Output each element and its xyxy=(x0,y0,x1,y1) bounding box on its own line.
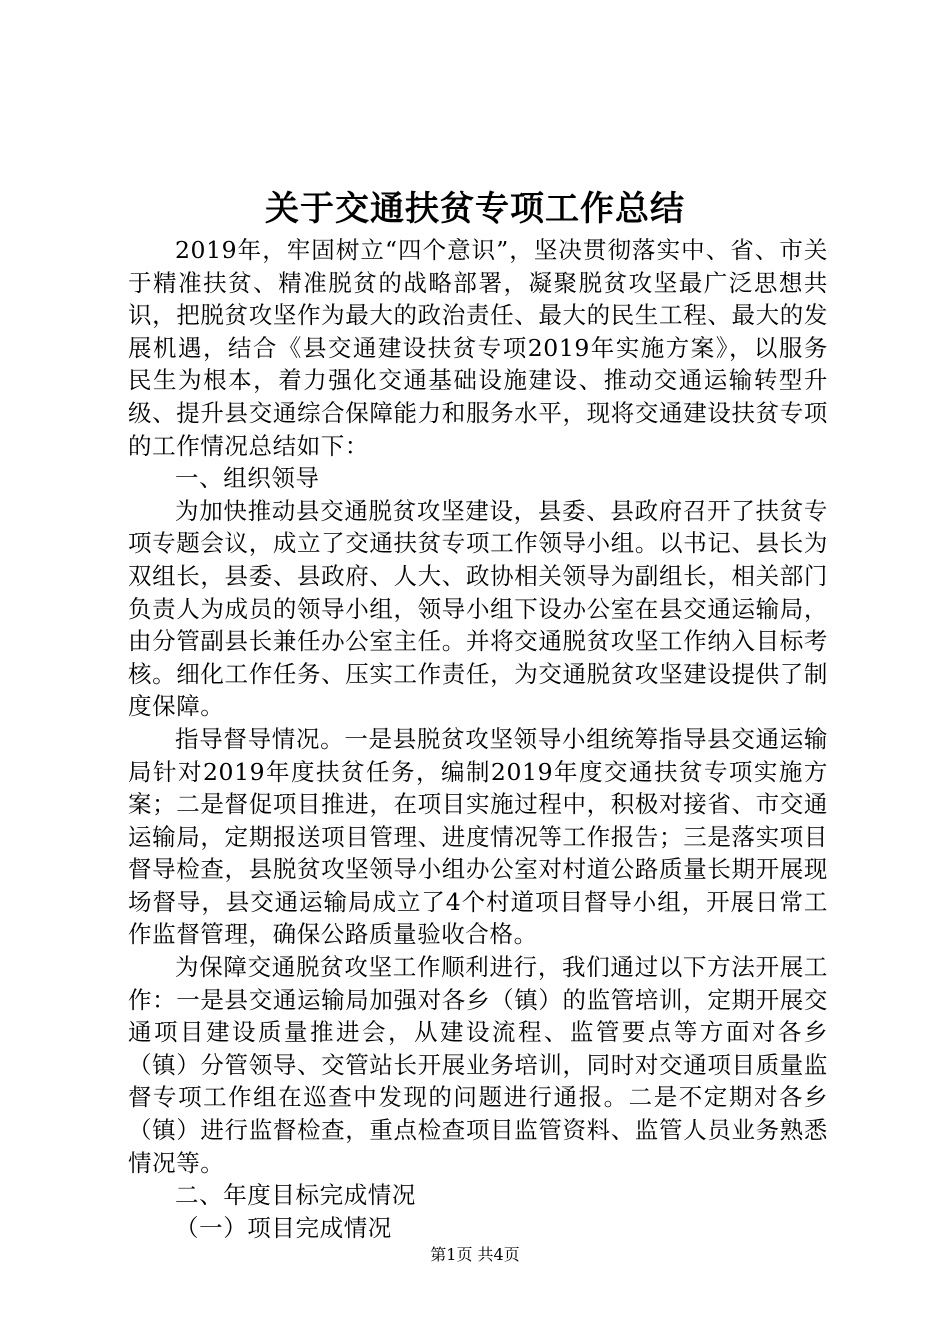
section-heading-annual-goals: 二、年度目标完成情况 xyxy=(175,1181,416,1210)
subsection-heading-project-completion: （一）项目完成情况 xyxy=(175,1213,392,1242)
page-number: 第1页 共4页 xyxy=(430,1245,520,1264)
paragraph-methods: 为保障交通脱贫攻坚工作顺利进行，我们通过以下方法开展工作：一是县交通运输局加强对各乡（镇）的监管培训，定期开展交通项目建设质量推进会，从建设流程、监管要点等方面对各乡（镇）分管领导、交管站长开展业务培训，同时对交通项目质量监督专项工作组在巡查中发现的问题进行通报。二是不定期对各乡（镇）进行监督检查，重点检查项目监管资料、监管人员业务熟悉情况等。 xyxy=(128,953,828,1177)
paragraph-intro: 2019年，牢固树立“四个意识”，坚决贯彻落实中、省、市关于精准扶贫、精准脱贫的战略部署，凝聚脱贫攻坚最广泛思想共识，把脱贫攻坚作为最大的政治责任、最大的民生工程、最大的发展机遇，结合《县交通建设扶贫专项2019年实施方案》，以服务民生为根本，着力强化交通基础设施建设、推动交通运输转型升级、提升县交通综合保障能力和服务水平，现将交通建设扶贫专项的工作情况总结如下： xyxy=(128,236,828,460)
document-title: 关于交通扶贫专项工作总结 xyxy=(265,189,685,229)
document-body xyxy=(128,234,828,1244)
paragraph-supervision: 指导督导情况。一是县脱贫攻坚领导小组统筹指导县交通运输局针对2019年度扶贫任务，编制2019年度交通扶贫专项实施方案；二是督促项目推进，在项目实施过程中，积极对接省、市交通运输局，定期报送项目管理、进度情况等工作报告；三是落实项目督导检查，县脱贫攻坚领导小组办公室对村道公路质量长期开展现场督导，县交通运输局成立了4个村道项目督导小组，开展日常工作监督管理，确保公路质量验收合格。 xyxy=(128,724,828,949)
paragraph-organization: 为加快推动县交通脱贫攻坚建设，县委、县政府召开了扶贫专项专题会议，成立了交通扶贫专项工作领导小组。以书记、县长为双组长，县委、县政府、人大、政协相关领导为副组长，相关部门负责人为成员的领导小组，领导小组下设办公室在县交通运输局，由分管副县长兼任办公室主任。并将交通脱贫攻坚工作纳入目标考核。细化工作任务、压实工作责任，为交通脱贫攻坚建设提供了制度保障。 xyxy=(128,496,828,721)
section-heading-organization: 一、组织领导 xyxy=(175,464,320,493)
